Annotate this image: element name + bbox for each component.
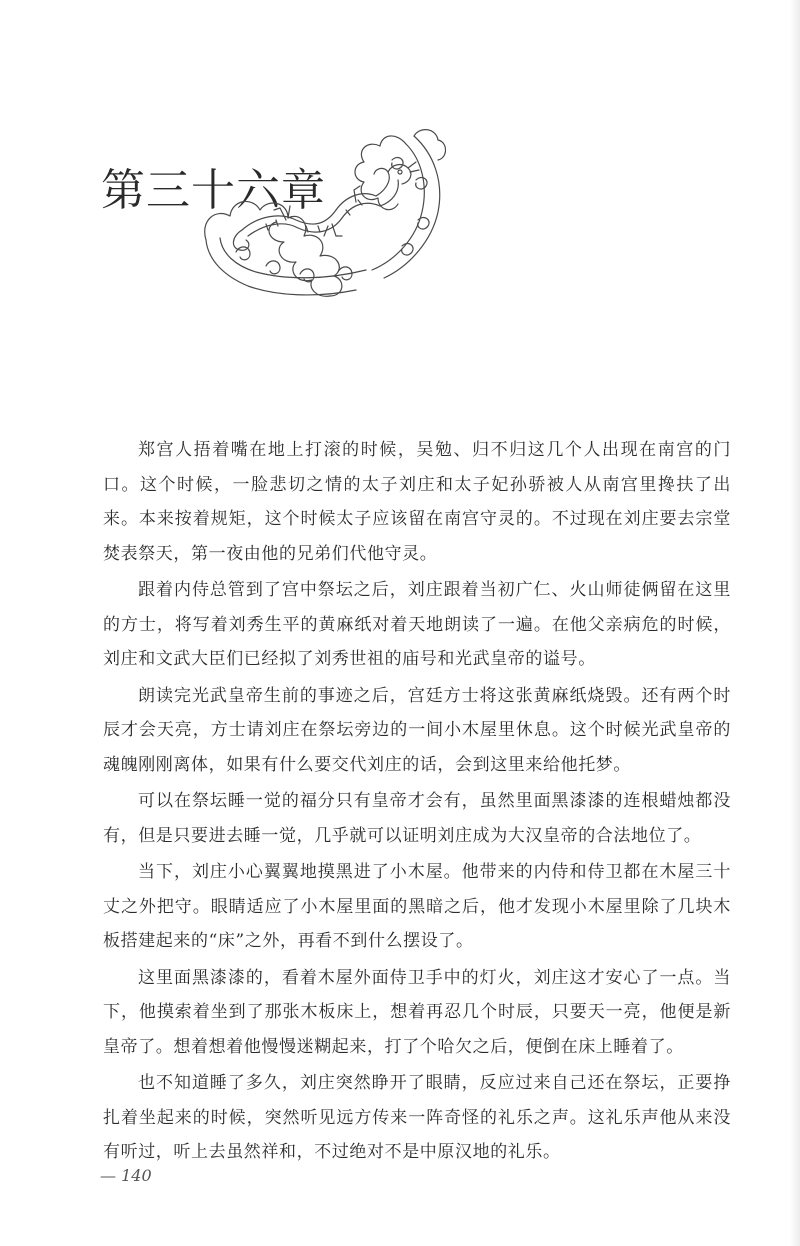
- chapter-body: [103, 433, 731, 1172]
- paragraph: 可以在祭坛睡一觉的福分只有皇帝才会有，虽然里面黑漆漆的连根蜡烛都没有，但是只要进去睡一觉，几乎就可以证明刘庄成为大汉皇帝的合法地位了。: [103, 791, 731, 846]
- page-edge: [790, 0, 800, 1246]
- paragraph: 这里面黑漆漆的，看着木屋外面侍卫手中的灯火，刘庄这才安心了一点。当下，他摸索着坐到了那张木板床上，想着再忍几个时辰，只要天一亮，他便是新皇帝了。想着想着他慢慢迷糊起来，打了个哈欠之后，便倒在床上睡着了。: [103, 967, 731, 1057]
- paragraph: 当下，刘庄小心翼翼地摸黑进了小木屋。他带来的内侍和侍卫都在木屋三十丈之外把守。眼睛适应了小木屋里面的黑暗之后，他才发现小木屋里除了几块木板搭建起来的“床”之外，再看不到什么摆设了。: [103, 862, 731, 951]
- paragraph: 郑宫人捂着嘴在地上打滚的时候，吴勉、归不归这几个人出现在南宫的门口。这个时候，一脸悲切之情的太子刘庄和太子妃孙骄被人从南宫里搀扶了出来。本来按着规矩，这个时候太子应该留在南宫守灵的。不过现在刘庄要去宗堂焚表祭天，第一夜由他的兄弟们代他守灵。: [103, 440, 731, 564]
- chapter-title: 第三十六章: [101, 165, 326, 217]
- paragraph: 跟着内侍总管到了宫中祭坛之后，刘庄跟着当初广仁、火山师徒俩留在这里的方士，将写着刘秀生平的黄麻纸对着天地朗读了一遍。在他父亲病危的时候，刘庄和文武大臣们已经拟了刘秀世祖的庙号和光武皇帝的谥号。: [103, 580, 731, 669]
- paragraph: 也不知道睡了多久，刘庄突然睁开了眼睛，反应过来自己还在祭坛，正要挣扎着坐起来的时候，突然听见远方传来一阵奇怪的礼乐之声。这礼乐声他从来没有听过，听上去虽然祥和，不过绝对不是中原汉地的礼乐。: [103, 1073, 731, 1162]
- cloud-dragon-ornament-icon: [196, 120, 450, 300]
- page-number: — 140: [100, 1166, 152, 1185]
- paragraph: 朗读完光武皇帝生前的事迹之后，宫廷方士将这张黄麻纸烧毁。还有两个时辰才会天亮，方士请刘庄在祭坛旁边的一间小木屋里休息。这个时候光武皇帝的魂魄刚刚离体，如果有什么要交代刘庄的话，会到这里来给他托梦。: [103, 685, 731, 775]
